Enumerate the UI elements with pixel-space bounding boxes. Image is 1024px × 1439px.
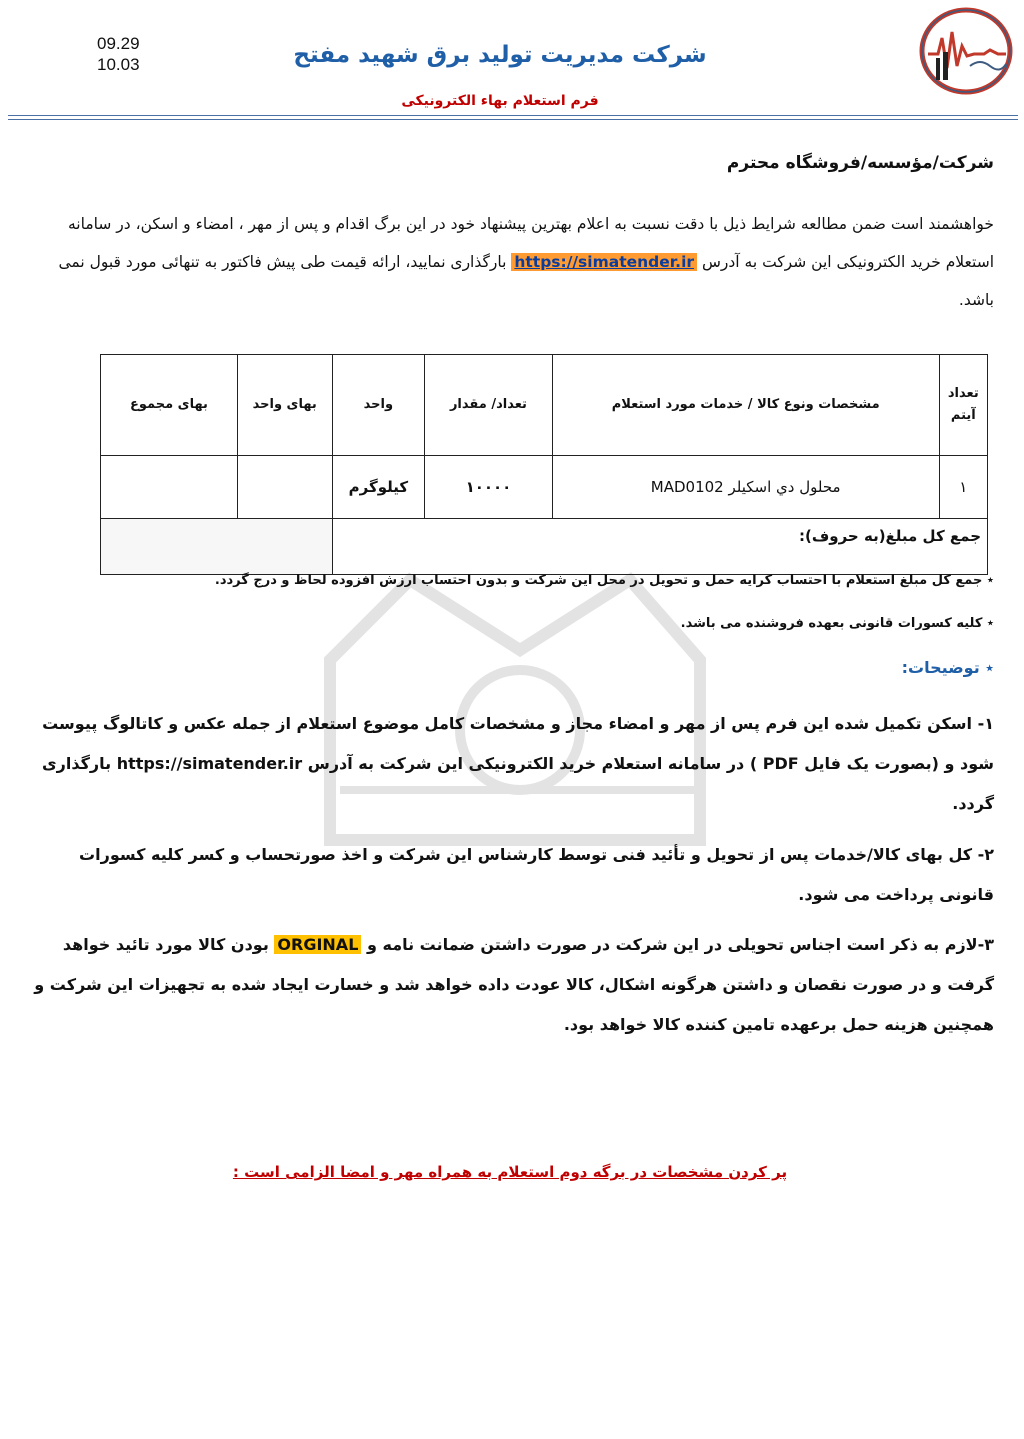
explanations-title-text: توضیحات: xyxy=(901,658,980,677)
cell-unit-price[interactable] xyxy=(237,456,332,519)
cell-total-price[interactable] xyxy=(101,456,238,519)
cell-spec: محلول دي اسكيلر MAD0102 xyxy=(552,456,939,519)
intro-paragraph xyxy=(30,205,994,319)
header-item-count: تعداد آیتم xyxy=(939,355,987,456)
note-2-text: کلیه کسورات قانونی بعهده فروشنده می باشد. xyxy=(680,616,983,631)
cell-index: ۱ xyxy=(939,456,987,519)
bullet-icon: ٭ xyxy=(979,658,994,677)
date-stamp xyxy=(97,33,140,75)
company-logo-icon xyxy=(914,6,1018,96)
explanation-item-2: ۲- کل بهای کالا/خدمات پس از تحویل و تأئید فنی توسط کارشناس این شرکت و اخذ صورتحساب و کسر کلیه کسورات قانونی پرداخت می شود. xyxy=(79,845,994,904)
header-unit-price: بهای واحد xyxy=(237,355,332,456)
company-name: شرکت مدیریت تولید برق شهید مفتح xyxy=(293,42,707,68)
explanation-item-1: ۱- اسکن تکمیل شده این فرم پس از مهر و امضاء مجاز و مشخصات کامل موضوع استعلام از جمله عکس و کاتالوگ پیوست شود و (بصورت یک فایل PDF ) در سامانه استعلام خرید الکترونیکی این شرکت به آدرس https://simatender.ir بارگذاری گردد. xyxy=(41,714,994,813)
explanations-title xyxy=(30,658,994,678)
header-total-price: بهای مجموع xyxy=(101,355,238,456)
salutation: شرکت/مؤسسه/فروشگاه محترم xyxy=(726,153,994,173)
header-spec: مشخصات ونوع کالا / خدمات مورد استعلام xyxy=(552,355,939,456)
total-row xyxy=(101,519,988,575)
table-row xyxy=(101,456,988,519)
header-divider xyxy=(8,115,1018,116)
note-2 xyxy=(30,614,994,634)
header-divider-thin xyxy=(8,119,1018,120)
table-header-row xyxy=(101,355,988,456)
explanation-item-3 xyxy=(30,925,994,1045)
form-title: فرم استعلام بهاء الکترونیکی xyxy=(401,93,599,109)
intro-text-1: خواهشمند است ضمن مطالعه شرایط ذیل با دقت نسبت به اعلام بهترین پیشنهاد خود در این برگ اقدام و پس از مهر ، امضاء و اسکن، در سامانه استعلام خرید الکترونیکی این شرکت به آدرس xyxy=(67,215,994,271)
total-in-words-label: جمع کل مبلغ(به حروف): xyxy=(332,519,987,575)
orginal-highlight: ORGINAL xyxy=(274,935,361,954)
cell-quantity: ۱۰۰۰۰ xyxy=(425,456,553,519)
bullet-icon: ٭ xyxy=(982,616,994,631)
intro-text-2: بارگذاری نمایید، ارائه قیمت طی پیش فاکتور به تنهائی مورد قبول نمی باشد. xyxy=(58,253,994,309)
simatender-link[interactable]: https://simatender.ir xyxy=(511,253,697,271)
footer-warning: پر کردن مشخصات در برگه دوم استعلام به همراه مهر و امضا الزامی است : xyxy=(232,1163,788,1181)
note-1-text: جمع کل مبلغ استعلام با احتساب کرایه حمل و تحویل در محل این شرکت و بدون احتساب ارزش افزوده لحاظ و درج گردد. xyxy=(214,573,983,588)
header-unit: واحد xyxy=(332,355,425,456)
explanation-item-3-text-2: بودن کالا مورد تائید خواهد گرفت و در صورت نقصان و داشتن هرگونه اشکال، کالا عودت داده خواهد شد و خسارت ایجاد شده به تجهیزات این شرکت و همچنین هزینه حمل برعهده تامین کننده کالا خواهد بود. xyxy=(34,935,994,1034)
note-1 xyxy=(30,571,994,591)
bullet-icon: ٭ xyxy=(982,573,994,588)
inquiry-table xyxy=(100,354,988,575)
date-line-1: 09.29 xyxy=(97,34,140,53)
header-quantity: تعداد/ مقدار xyxy=(425,355,553,456)
date-line-2: 10.03 xyxy=(97,55,140,74)
total-in-words-field[interactable] xyxy=(101,519,333,575)
cell-unit: کیلوگرم xyxy=(332,456,425,519)
explanation-item-3-text-1: ۳-لازم به ذکر است اجناس تحویلی در این شرکت در صورت داشتن ضمانت نامه و xyxy=(366,935,994,954)
